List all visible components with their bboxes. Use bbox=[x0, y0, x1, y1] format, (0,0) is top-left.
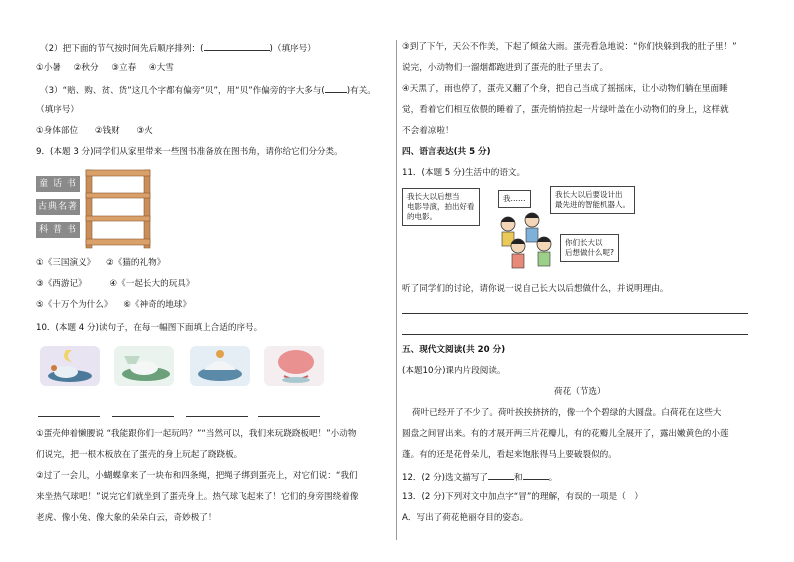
sentence-1-line-2: 们说完，把一根木板放在了蛋壳的身上玩起了跷跷板。 bbox=[36, 450, 243, 460]
book-5: ⑤《十万个为什么》 bbox=[36, 300, 113, 310]
option-1: ①身体部位 bbox=[36, 126, 79, 136]
speech-bubble-director bbox=[402, 188, 480, 226]
option-1: ①小暑 bbox=[36, 63, 61, 73]
q8-2-options bbox=[36, 62, 174, 75]
shelf-label-science: 科 普 书 bbox=[36, 222, 80, 238]
q12-blank-1[interactable] bbox=[488, 470, 514, 480]
book-6: ⑥《神奇的地球》 bbox=[123, 300, 192, 310]
speech-bubble-robot bbox=[550, 186, 635, 214]
passage-line-1: 荷叶已经开了不少了。荷叶挨挨挤挤的，像一个个碧绿的大圆盘。白荷花在这些大 bbox=[412, 408, 722, 418]
section-5-title: 五、现代文阅读(共 20 分) bbox=[402, 345, 506, 355]
passage-title: 荷花（节选） bbox=[554, 387, 606, 397]
q12-line bbox=[402, 470, 557, 485]
option-3: ③立春 bbox=[111, 63, 137, 73]
answer-line-2[interactable] bbox=[112, 416, 174, 417]
q12-blank-2[interactable] bbox=[523, 470, 549, 480]
answer-line-4[interactable] bbox=[258, 416, 320, 417]
q12-mid: 和 bbox=[514, 473, 523, 483]
passage-intro: (本题10分)课内片段阅读。 bbox=[402, 366, 506, 376]
q12-text: 12．(2 分)选文描写了 bbox=[402, 473, 488, 483]
bubble-text: 的电影。 bbox=[407, 212, 437, 221]
option-3: ③火 bbox=[136, 126, 153, 136]
sentence-4-line-3: 不会着凉啦！ bbox=[402, 126, 454, 136]
bubble-text: 我长大以后想当 bbox=[407, 192, 460, 201]
bubble-text: 你们长大以 bbox=[565, 238, 603, 247]
speech-bubble-question bbox=[560, 234, 619, 262]
bubble-text: 电影导演，拍出好看 bbox=[407, 202, 475, 211]
q11-prompt: 听了同学们的讨论，请你说一说自己长大以后想做什么，并说明理由。 bbox=[402, 284, 669, 294]
answer-line-3[interactable] bbox=[186, 416, 248, 417]
q8-3-options bbox=[36, 125, 153, 138]
sentence-2-line-1: ②过了一会儿，小蝴蝶拿来了一块布和四条绳，把绳子绑到蛋壳上，对它们说：“我们 bbox=[36, 471, 358, 481]
q9-title: 9．(本题 3 分)同学们从家里带来一些图书准备放在图书角，请你给它们分分类。 bbox=[36, 147, 343, 157]
passage-line-3: 蓬。有的还是花骨朵儿，看起来饱胀得马上要破裂似的。 bbox=[402, 450, 617, 460]
sentence-2-line-2: 来坐热气球吧！”说完它们就坐到了蛋壳身上。热气球飞起来了！它们的身旁围绕着像 bbox=[36, 492, 359, 502]
q8-2-text: （2）把下面的节气按时间先后顺序排列：( bbox=[40, 44, 204, 54]
bookshelf-image bbox=[84, 166, 152, 250]
column-divider bbox=[396, 40, 397, 540]
q11-answer-line-2[interactable] bbox=[402, 334, 748, 335]
books-row-2 bbox=[36, 278, 194, 291]
books-row-1 bbox=[36, 257, 165, 270]
sentence-4-line-1: ④天黑了，雨也停了，蛋壳又翻了个身，把自己当成了摇摇床，让小动物们躺在里面睡 bbox=[402, 84, 728, 94]
book-3: ③《西游记》 bbox=[36, 279, 87, 289]
answer-line-1[interactable] bbox=[38, 416, 100, 417]
section-4-title: 四、语言表达(共 5 分) bbox=[402, 147, 491, 157]
q13-option-a[interactable]: A．写出了荷花艳丽夺目的姿态。 bbox=[402, 513, 529, 523]
q8-3-answer-blank[interactable] bbox=[325, 83, 347, 93]
option-4: ④大雪 bbox=[148, 63, 174, 73]
option-2: ②秋分 bbox=[73, 63, 99, 73]
books-row-3 bbox=[36, 299, 191, 312]
children-illustration bbox=[488, 206, 562, 272]
sentence-2-line-3: 老虎、像小兔、像大象的朵朵白云，奇妙极了！ bbox=[36, 513, 217, 523]
picture-balloon bbox=[114, 346, 174, 386]
book-1: ①《三国演义》 bbox=[36, 258, 96, 268]
sentence-3-line-1: ③到了下午，天公不作美，下起了倾盆大雨。蛋壳看急地说：“你们快躲到我的肚子里！” bbox=[402, 42, 737, 52]
q12-end: 。 bbox=[548, 473, 558, 483]
bubble-text: 最先进的智能机器人。 bbox=[555, 200, 630, 209]
q8-2-line bbox=[40, 41, 316, 56]
q8-2-tail: )（填序号） bbox=[269, 44, 316, 54]
q8-3-tail: )有关。 bbox=[346, 86, 376, 96]
q8-3-line bbox=[40, 83, 376, 98]
sentence-4-line-2: 觉，看着它们相互依偎的睡着了，蛋壳悄悄拉起一片绿叶盖在小动物们的身上，这样就 bbox=[402, 105, 729, 115]
book-4: ④《一起长大的玩具》 bbox=[109, 279, 195, 289]
sentence-3-line-2: 说完，小动物们一溜烟都跑进到了蛋壳的肚子里去了。 bbox=[402, 63, 609, 73]
option-2: ②钱财 bbox=[94, 126, 120, 136]
bubble-text: 后想做什么呢? bbox=[565, 248, 614, 257]
q8-3-text: （3）“赔、购、贫、货”这几个字都有偏旁“贝”，用“贝”作偏旁的字大多与( bbox=[40, 86, 325, 96]
q8-3-note: （填序号） bbox=[36, 105, 79, 115]
passage-line-2: 圆盘之间冒出来。有的才展开两三片花瓣儿，有的花瓣儿全展开了，露出嫩黄色的小莲 bbox=[402, 429, 729, 439]
q10-title: 10．(本题 4 分)读句子，在每一幅图下面填上合适的序号。 bbox=[36, 323, 263, 333]
bubble-text: 我…… bbox=[503, 194, 526, 203]
shelf-label-classics: 古典名著 bbox=[36, 199, 80, 215]
q11-title: 11．(本题 5 分)生活中的语文。 bbox=[402, 168, 526, 178]
picture-seesaw bbox=[40, 346, 100, 386]
q8-2-answer-blank[interactable] bbox=[204, 41, 270, 51]
q11-answer-line-1[interactable] bbox=[402, 313, 748, 314]
sentence-1-line-1: ①蛋壳伸着懒腰说 “我能跟你们一起玩吗？”“当然可以，我们来玩跷跷板吧！”小动物 bbox=[36, 429, 357, 439]
q13-title: 13．(2 分)下列对文中加点字“冒”的理解，有误的一项是（ ） bbox=[402, 492, 643, 502]
book-2: ②《猫的礼物》 bbox=[106, 258, 166, 268]
shelf-label-fairy-tales: 童 话 书 bbox=[36, 176, 80, 192]
picture-night bbox=[264, 346, 324, 386]
bubble-text: 我长大以后要设计出 bbox=[555, 190, 623, 199]
picture-rain bbox=[190, 346, 250, 386]
